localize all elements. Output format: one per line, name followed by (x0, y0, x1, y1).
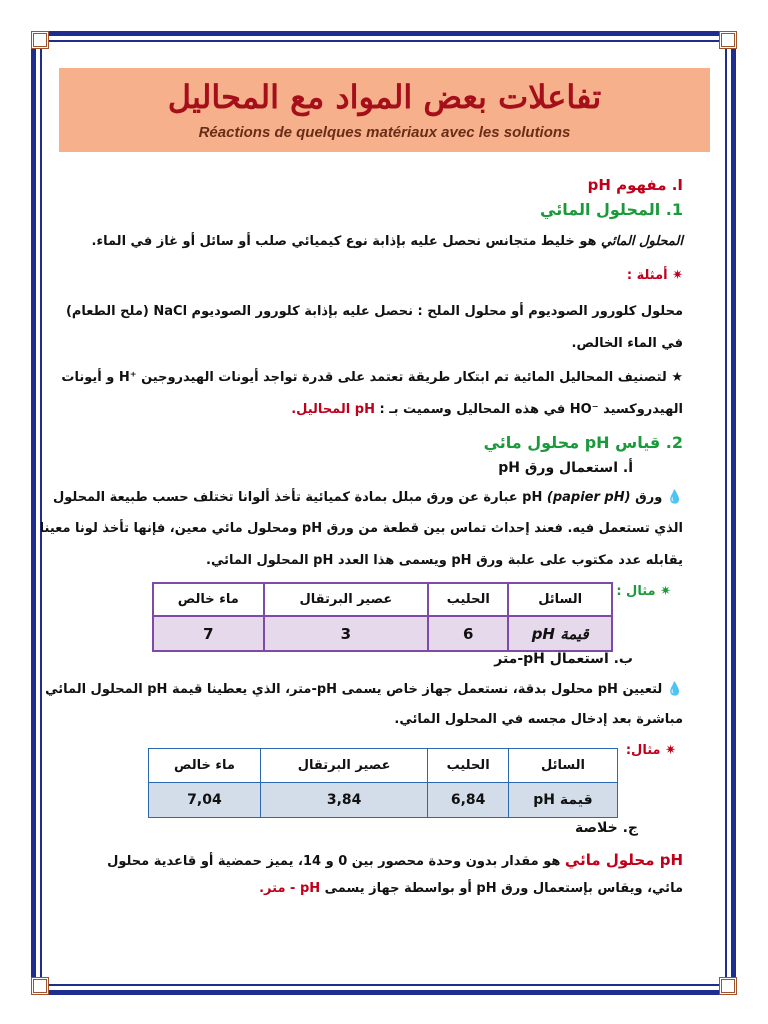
title-banner (59, 68, 710, 152)
definition-text: هو خليط متجانس نحصل عليه بإذابة نوع كيميائي صلب أو سائل أو غاز في الماء. (91, 234, 602, 249)
title-french: Réactions de quelques matériaux avec les solutions (198, 124, 571, 141)
definition-paragraph (92, 234, 684, 249)
summary-term: pH محلول مائي (564, 851, 683, 869)
table-header-cell: السائل (508, 583, 612, 616)
table-header-cell: عصير البرتقال (260, 749, 427, 783)
subsection-ph-paper: أ. استعمال ورق pH (498, 460, 633, 476)
ph-paper-line-3: يقابله عدد مكتوب على علبة ورق pH ويسمى هذا العدد pH المحلول المائي. (206, 553, 683, 568)
table-value-cell: قيمة pH (508, 616, 612, 651)
example-line-2: في الماء الخالص. (571, 336, 683, 351)
table-header-cell: ماء خالص (153, 583, 264, 616)
summary-line-2: مائي، ويقاس بإستعمال ورق pH أو بواسطة جهاز يسمى pH - متر. (259, 881, 683, 896)
table-value-cell: 6,84 (428, 783, 509, 818)
ph-paper-table (152, 582, 613, 652)
example-line-1: محلول كلورور الصوديوم أو محلول الملح : نحصل عليه بإذابة كلورور الصوديوم NaCl (ملح الطعام) (65, 304, 683, 319)
example-2-label: ✷ مثال: (625, 743, 676, 758)
table-header-cell: السائل (508, 749, 617, 783)
ph-meter-table (148, 748, 618, 818)
definition-term: المحلول المائي (601, 234, 683, 249)
ph-paper-line-2: الذي تستعمل فيه. فعند إحداث تماس بين قطعة من ورق pH ومحلول مائي معين، فإنها تأخذ لونا معينا (39, 521, 683, 536)
classification-line-2: الهيدروكسيد ⁻HO في هذه المحاليل وسميت بـ : pH المحاليل. (291, 402, 683, 417)
ph-meter-term: pH - متر. (259, 881, 321, 896)
table-value-cell: 6 (428, 616, 508, 651)
table-header-cell: الحليب (428, 583, 508, 616)
table-value-cell: 7,04 (149, 783, 261, 818)
title-arabic: تفاعلات بعض المواد مع المحاليل (167, 78, 602, 116)
corner-ornament (31, 977, 49, 995)
corner-ornament (719, 977, 737, 995)
table-header-cell: ماء خالص (149, 749, 261, 783)
section-heading-ph-measure: 2. قياس pH محلول مائي (483, 433, 683, 452)
corner-ornament (31, 31, 49, 49)
ph-paper-line-1: 💧 ورق pH (papier pH) عبارة عن ورق مبلل بمادة كميائية تأخذ ألوانا تختلف حسب طبيعة المحلول (52, 490, 683, 505)
ph-meter-line-2: مباشرة بعد إدخال مجسه في المحلول المائي. (394, 712, 683, 727)
table-header-cell: عصير البرتقال (264, 583, 429, 616)
section-heading-ph-concept: I. مفهوم pH (587, 176, 683, 194)
table-value-cell: 7 (153, 616, 264, 651)
corner-ornament (719, 31, 737, 49)
subsection-summary: ج. خلاصة (574, 820, 638, 836)
subsection-aqueous-solution: 1. المحلول المائي (540, 200, 683, 219)
table-value-cell: قيمة pH (508, 783, 617, 818)
summary-line-1: pH محلول مائي هو مقدار بدون وحدة محصور بين 0 و 14، يميز حمضية أو قاعدية محلول (107, 851, 683, 869)
ph-term: pH المحاليل. (291, 402, 375, 417)
examples-label: ✷ أمثلة : (626, 268, 683, 283)
table-value-cell: 3 (264, 616, 429, 651)
example-1-label: ✷ مثال : (616, 584, 671, 599)
table-value-cell: 3,84 (260, 783, 427, 818)
subsection-ph-meter: ب. استعمال pH-متر (494, 651, 633, 667)
classification-line-1: ★ لتصنيف المحاليل المائية تم ابتكار طريقة تعتمد على قدرة تواجد أيونات الهيدروجين ⁺H و أيونات (61, 370, 683, 385)
table-header-cell: الحليب (428, 749, 509, 783)
ph-meter-line-1: 💧 لتعيين pH محلول بدقة، نستعمل جهاز خاص يسمى pH-متر، الذي يعطينا قيمة pH المحلول المائي (45, 682, 683, 697)
